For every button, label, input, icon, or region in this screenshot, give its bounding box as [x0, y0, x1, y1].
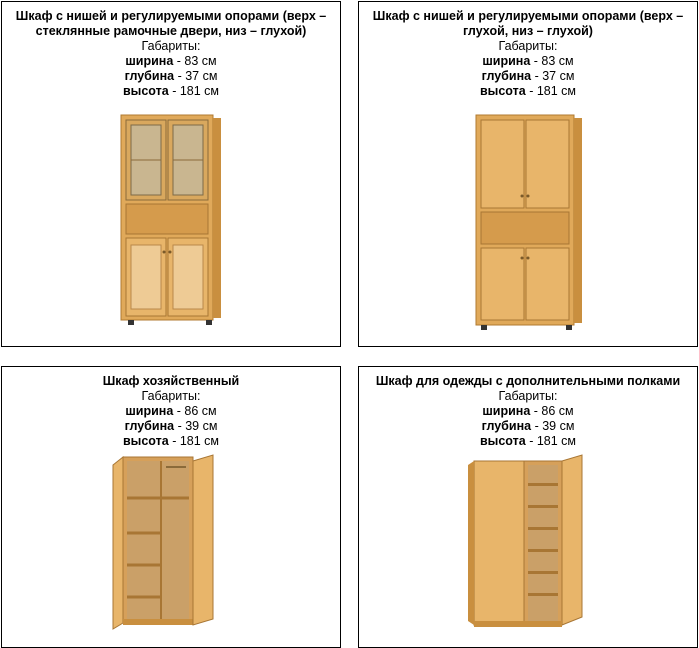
- dimension-height: высота - 181 см: [123, 434, 219, 448]
- product-info: [359, 367, 697, 449]
- product-title: Шкаф хозяйственный: [102, 374, 240, 388]
- product-title: Шкаф с нишей и регулируемыми опорами (верх – глухой, низ – глухой): [372, 9, 684, 38]
- dimension-width: ширина - 83 см: [482, 54, 574, 68]
- product-title: Шкаф с нишей и регулируемыми опорами (верх – стеклянные рамочные двери, низ – глухой): [15, 9, 327, 38]
- dimension-width: ширина - 86 см: [482, 404, 574, 418]
- product-card-1: [1, 1, 341, 347]
- product-image: [359, 112, 697, 337]
- dimension-depth: глубина - 37 см: [481, 69, 575, 83]
- product-image: [2, 112, 340, 337]
- product-image: [2, 453, 340, 643]
- dimension-width: ширина - 83 см: [125, 54, 217, 68]
- dimension-height: высота - 181 см: [480, 434, 576, 448]
- dimension-height: высота - 181 см: [480, 84, 576, 98]
- dimension-width: ширина - 86 см: [125, 404, 217, 418]
- product-info: [2, 2, 340, 99]
- dimension-depth: глубина - 39 см: [124, 419, 218, 433]
- product-info: [359, 2, 697, 99]
- dimension-height: высота - 181 см: [123, 84, 219, 98]
- dimensions-heading: Габариты:: [498, 389, 558, 403]
- product-card-2: [358, 1, 698, 347]
- product-card-3: [1, 366, 341, 648]
- dimension-depth: глубина - 37 см: [124, 69, 218, 83]
- product-card-4: [358, 366, 698, 648]
- product-image: [359, 453, 697, 643]
- dimensions-heading: Габариты:: [498, 39, 558, 53]
- dimensions-heading: Габариты:: [141, 389, 201, 403]
- product-info: [2, 367, 340, 449]
- product-title: Шкаф для одежды с дополнительными полками: [375, 374, 681, 388]
- dimensions-heading: Габариты:: [141, 39, 201, 53]
- dimension-depth: глубина - 39 см: [481, 419, 575, 433]
